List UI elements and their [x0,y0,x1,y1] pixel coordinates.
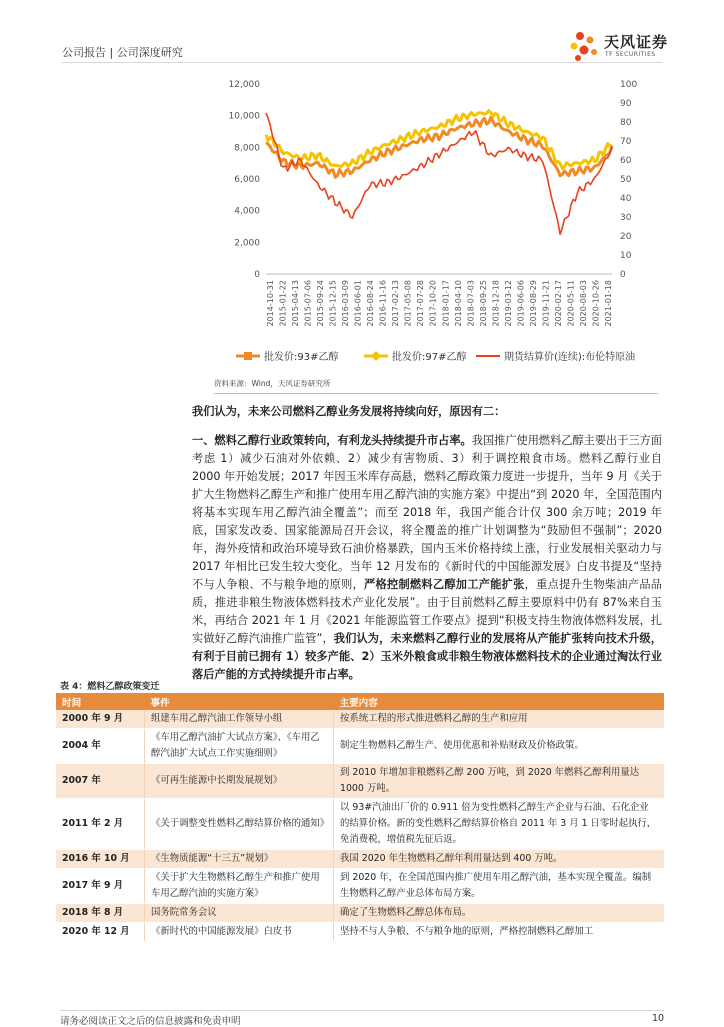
x-axis-tick-label: 2015-09-24 [316,280,326,327]
left-axis-tick-label: 12,000 [228,80,260,90]
row-time: 2020 年 12 月 [56,923,145,942]
x-axis-tick-label: 2016-06-01 [353,280,363,327]
row-content: 我国 2020 年生物燃料乙醇年利用量达到 400 万吨。 [334,850,665,869]
right-axis-tick-label: 10 [620,251,632,261]
legend-marker [371,351,381,361]
table-row [56,904,664,923]
table-row [56,850,664,869]
x-axis-tick-label: 2019-03-12 [503,280,513,327]
row-content: 按系统工程的形式推进燃料乙醇的生产和应用 [334,710,665,729]
row-event: 《关于调整变性燃料乙醇结算价格的通知》 [145,799,334,850]
table-row [56,799,664,850]
legend-label: 期货结算价(连续):布伦特原油 [504,352,636,363]
paragraph-lead: 一、燃料乙醇行业政策转向，有利龙头持续提升市占率。 [192,434,472,447]
legend-marker [244,352,252,360]
x-axis-tick-label: 2020-05-11 [566,280,576,327]
table-row [56,923,664,942]
left-axis-tick-label: 6,000 [234,175,260,185]
x-axis-tick-label: 2018-01-17 [441,280,451,327]
x-axis-tick-label: 2018-07-03 [466,280,476,327]
table-header-row [56,693,664,710]
x-axis-tick-label: 2020-08-03 [578,280,588,327]
x-axis-tick-label: 2017-07-28 [416,280,426,327]
x-axis-tick-label: 2015-01-22 [278,280,288,327]
footer-divider [60,1010,664,1011]
logo-subtitle: TF SECURITIES [605,51,656,58]
x-axis-tick-label: 2018-04-10 [453,280,463,327]
row-time: 2011 年 2 月 [56,799,145,850]
x-axis-tick-label: 2015-04-13 [291,280,301,327]
x-axis-tick-label: 2016-08-24 [366,280,376,327]
policy-paragraph [192,432,662,684]
row-content: 以 93#汽油出厂价的 0.911 倍为变性燃料乙醇生产企业与石油、石化企业的结算价格。新的变性燃料乙醇结算价格自 2011 年 3 月 1 日零时起执行，免消费税，增值税先征后返。 [334,799,665,850]
x-axis-tick-label: 2016-11-16 [378,280,388,327]
right-axis-tick-label: 90 [620,99,632,109]
x-axis-tick-label: 2019-11-21 [541,280,551,327]
right-axis-tick-label: 80 [620,118,632,128]
paragraph-body: 我国推广使用燃料乙醇主要出于三方面考虑 1）减少石油对外依赖、2）减少有害物质、3）利于调控粮食市场。燃料乙醇行业自 2000 年开始发展；2017 年因玉米库存高悬，燃料乙醇政策力度进一步提升，当年 9 月《关于扩大生物燃料乙醇生产和推广使用车用乙醇汽油的实施方案》中提出“到 2020 年，全国范围内将基本实现车用乙醇汽油全覆盖”；而至 2018 年，我国产能合计仅 300 余万吨；2019 年底，国家发改委、国家能源局召开会议，将全覆盖的推广计划调整为“鼓励但不强制”；2020 年，海外疫情和政治环境导致石油价格暴跌，国内玉米价格持续上涨，行业发展相关驱动力与 2017 年相比已发生较大变化。当年 12 月发布的《新时代的中国能源发展》白皮书提及“坚持不与人争粮、不与粮争地的原则， [192,434,662,591]
policy-table [56,693,664,942]
x-axis-tick-label: 2019-08-29 [528,280,538,327]
chart-source: 资料来源：Wind，天风证券研究所 [214,379,331,388]
logo-name: 天风证券 [604,33,669,51]
paragraph-mid: ，重点提升生物柴油产品品质，推进非粮生物液体燃料技术产业化发展”。由于目前燃料乙醇主要原料中仍有 87%来自玉米，再结合 2021 年 1 月《2021 年能源监管工作要点》提到“积极支持生物液体燃料发展，扎实做好乙醇汽油推广监管”， [192,578,662,645]
left-axis-tick-label: 4,000 [234,206,260,217]
row-event: 国务院常务会议 [145,904,334,923]
right-axis-tick-label: 60 [620,156,632,166]
header-event: 事件 [145,693,334,710]
row-content: 坚持不与人争粮、不与粮争地的原则，严格控制燃料乙醇加工 [334,923,665,942]
header-content: 主要内容 [334,693,665,710]
x-axis-tick-label: 2019-06-06 [516,280,526,327]
report-type: 公司报告 | 公司深度研究 [62,46,183,59]
right-axis-tick-label: 30 [620,213,632,223]
x-axis-tick-label: 2020-10-26 [591,280,601,327]
legend-label: 批发价:97#乙醇 [392,352,467,363]
x-axis-tick-label: 2017-05-08 [403,280,413,327]
row-time: 2017 年 9 月 [56,869,145,904]
paragraph-bold-2: 我们认为，未来燃料乙醇行业的发展将从产能扩张转向技术升级，有利于目前已拥有 1）较多产能、2）玉米外粮食或非粮生物液体燃料技术的企业通过淘汰行业落后产能的方式持续提升市占率。 [192,632,662,681]
right-axis-tick-label: 70 [620,137,632,147]
table-row [56,729,664,764]
row-event: 《新时代的中国能源发展》白皮书 [145,923,334,942]
right-axis-tick-label: 50 [620,175,632,185]
source-divider [214,393,658,394]
x-axis-tick-label: 2015-12-15 [328,280,338,327]
price-chart [214,72,644,372]
table-row [56,764,664,799]
row-content: 确定了生物燃料乙醇总体布局。 [334,904,665,923]
row-content: 到 2010 年增加非粮燃料乙醇 200 万吨，到 2020 年燃料乙醇利用量达 1000 万吨。 [334,764,665,799]
x-axis-tick-label: 2021-01-18 [604,280,613,327]
intro-paragraph: 我们认为，未来公司燃料乙醇业务发展将持续向好，原因有二： [192,405,506,418]
row-content: 到 2020 年，在全国范围内推广使用车用乙醇汽油，基本实现全覆盖。编制生物燃料乙醇产业总体布局方案。 [334,869,665,904]
table-row [56,869,664,904]
x-axis-tick-label: 2018-12-18 [491,280,501,327]
row-content: 制定生物燃料乙醇生产、使用优惠和补贴财政及价格政策。 [334,729,665,764]
left-axis-tick-label: 8,000 [234,143,260,154]
left-axis-tick-label: 10,000 [228,111,260,122]
x-axis-tick-label: 2017-10-20 [428,280,438,327]
row-event: 组建车用乙醇汽油工作领导小组 [145,710,334,729]
paragraph-bold-1: 严格控制燃料乙醇加工产能扩张 [364,578,525,591]
row-event: 《车用乙醇汽油扩大试点方案》、《车用乙醇汽油扩大试点工作实施细则》 [145,729,334,764]
right-axis-tick-label: 100 [620,80,638,90]
x-axis-tick-label: 2014-10-31 [266,280,275,327]
row-time: 2000 年 9 月 [56,710,145,729]
x-axis-tick-label: 2018-09-25 [478,280,488,327]
page-number: 10 [652,1013,665,1024]
footer-disclaimer: 请务必阅读正文之后的信息披露和免责申明 [60,1016,241,1027]
table-title: 表 4：燃料乙醇政策变迁 [60,682,160,692]
row-time: 2004 年 [56,729,145,764]
x-axis-tick-label: 2016-03-09 [341,280,351,327]
x-axis-tick-label: 2020-02-17 [553,280,563,327]
right-axis-tick-label: 0 [620,270,626,280]
table-row [56,710,664,729]
left-axis-tick-label: 0 [254,270,260,280]
x-axis-tick-label: 2017-02-13 [391,280,401,327]
left-axis-tick-label: 2,000 [234,238,260,249]
row-event: 《生物质能源“十三五”规划》 [145,850,334,869]
right-axis-tick-label: 20 [620,232,632,242]
row-time: 2016 年 10 月 [56,850,145,869]
row-time: 2018 年 8 月 [56,904,145,923]
right-axis-tick-label: 40 [620,194,632,204]
legend-label: 批发价:93#乙醇 [264,352,339,363]
row-event: 《关于扩大生物燃料乙醇生产和推广使用车用乙醇汽油的实施方案》 [145,869,334,904]
header-time: 时间 [56,693,145,710]
x-axis-tick-label: 2015-07-06 [303,280,313,327]
row-event: 《可再生能源中长期发展规划》 [145,764,334,799]
row-time: 2007 年 [56,764,145,799]
